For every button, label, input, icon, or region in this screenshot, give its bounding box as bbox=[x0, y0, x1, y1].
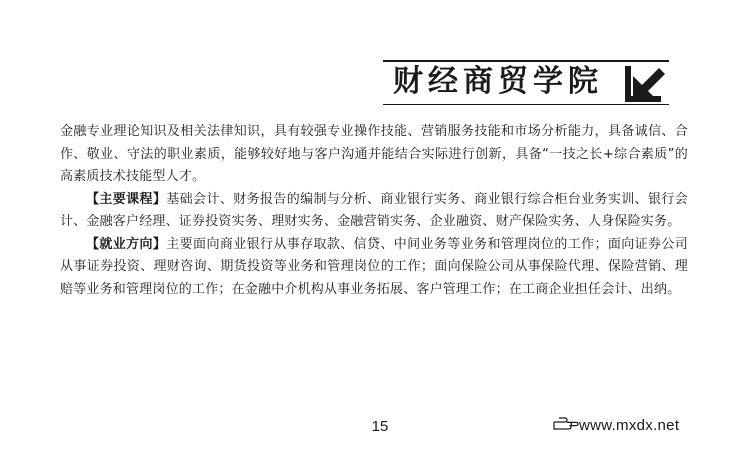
courses-label: 【主要课程】 bbox=[86, 191, 167, 207]
courses-text: 基础会计、财务报告的编制与分析、商业银行实务、商业银行综合柜台业务实训、银行会计、金融客户经理、证券投资实务、理财实务、金融营销实务、企业融资、财产保险实务、人身保险实务。 bbox=[60, 191, 688, 229]
website-url[interactable]: www.mxdx.net bbox=[579, 417, 680, 434]
body-text bbox=[60, 121, 688, 301]
section-title: 财经商贸学院 bbox=[393, 64, 603, 99]
pointing-hand-icon bbox=[553, 416, 579, 435]
employment-text: 主要面向商业银行从事存取款、信贷、中间业务等业务和管理岗位的工作；面向证券公司从事证券投资、理财咨询、期货投资等业务和管理岗位的工作；面向保险公司从事保险代理、保险营销、理赔等业务和管理岗位的工作；在金融中介机构从事业务拓展、客户管理工作；在工商企业担任会计、出纳。 bbox=[60, 236, 688, 297]
courses-paragraph bbox=[60, 189, 688, 234]
arrow-down-left-icon bbox=[623, 62, 669, 104]
employment-label: 【就业方向】 bbox=[86, 236, 167, 252]
header-bottom-rule bbox=[383, 104, 669, 105]
page-number: 15 bbox=[371, 418, 389, 435]
employment-paragraph bbox=[60, 234, 688, 302]
page-header bbox=[0, 0, 756, 110]
website-footer bbox=[553, 416, 679, 435]
intro-paragraph: 金融专业理论知识及相关法律知识，具有较强专业操作技能、营销服务技能和市场分析能力，具备诚信、合作、敬业、守法的职业素质，能够较好地与客户沟通并能结合实际进行创新，具备“一技之长+综合素质”的高素质技术技能型人才。 bbox=[60, 124, 688, 184]
